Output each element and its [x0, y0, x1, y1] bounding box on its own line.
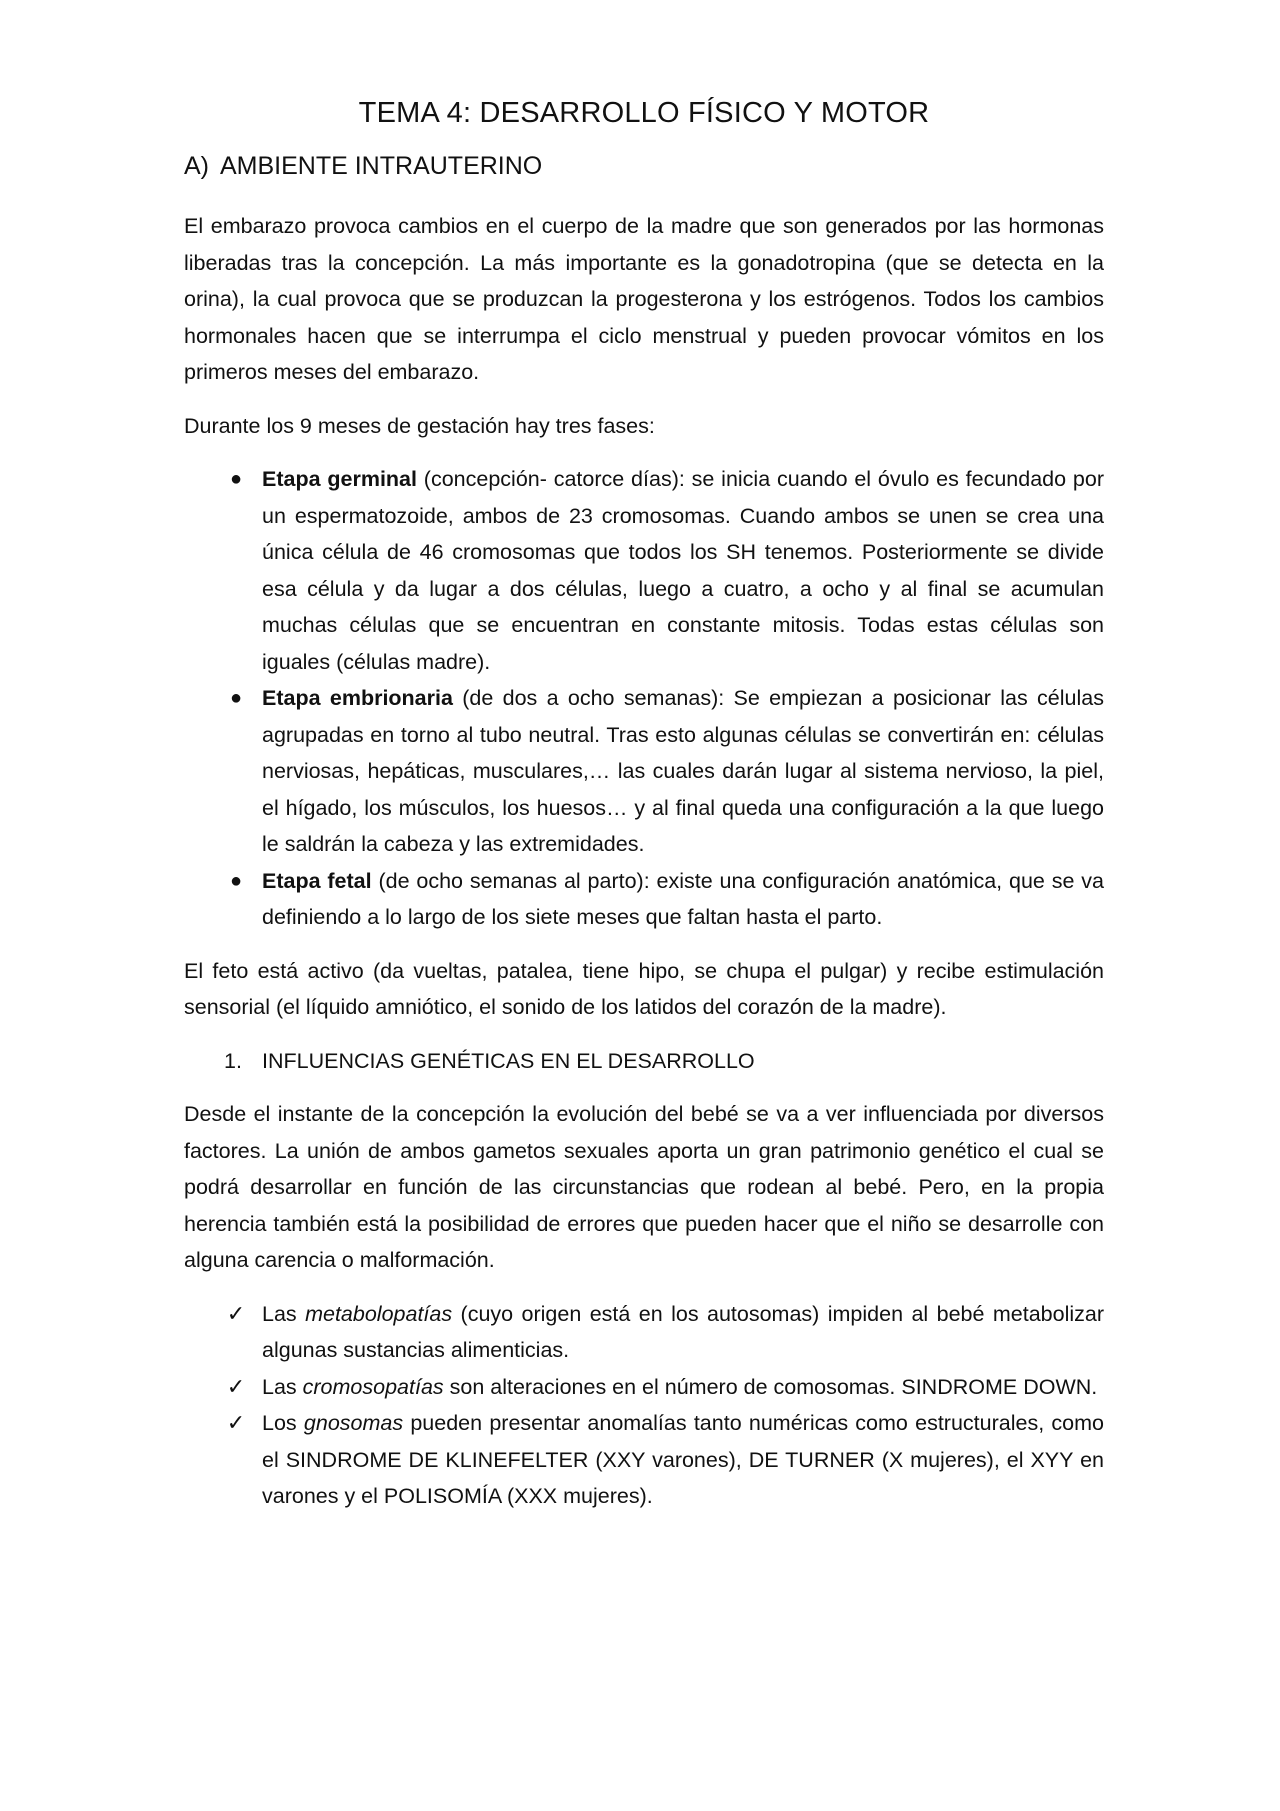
bullet-dot-icon: ●: [229, 687, 243, 709]
item-text: pueden presentar anomalías tanto numéricas como estructurales, como el SINDROME DE KLINEFELTER (XXY varones), DE TURNER (X mujeres), el XYY en varones y el POLISOMÍA (XXX mujeres).: [262, 1411, 1104, 1508]
checkmark-icon: ✓: [226, 1410, 246, 1435]
item-prefix: Las: [262, 1301, 306, 1326]
phase-text: (de dos a ocho semanas): Se empiezan a posicionar las células agrupadas en torno al tubo neutral. Tras esto algunas células se convertirán en: células nerviosas, hepáticas, musculares,… las cuales darán lugar al sistema nervioso, la piel, el hígado, los músculos, los huesos… y al final queda una configuración a la que luego le saldrán la cabeza y las extremidades.: [262, 686, 1104, 856]
list-item-phase-germinal: [184, 461, 1104, 680]
genetics-paragraph: Desde el instante de la concepción la evolución del bebé se va a ver influenciada por diversos factores. La unión de ambos gametos sexuales aporta un gran patrimonio genético el cual se podrá desarrollar en función de las circunstancias que rodean al bebé. Pero, en la propia herencia también está la posibilidad de errores que pueden hacer que el niño se desarrolle con alguna carencia o malformación.: [184, 1102, 1104, 1272]
list-item-gnosomas: [184, 1405, 1104, 1515]
anomalies-list: [184, 1296, 1104, 1515]
document-title: TEMA 4: DESARROLLO FÍSICO Y MOTOR: [358, 97, 930, 129]
phases-intro: Durante los 9 meses de gestación hay tres fases:: [184, 413, 655, 438]
intro-paragraph: El embarazo provoca cambios en el cuerpo de la madre que son generados por las hormonas liberadas tras la concepción. La más importante es la gonadotropina (que se detecta en la orina), la cual provoca que se produzcan la progesterona y los estrógenos. Todos los cambios hormonales hacen que se interrumpa el ciclo menstrual y pueden provocar vómitos en los primeros meses del embarazo.: [184, 214, 1104, 384]
phase-text: (concepción- catorce días): se inicia cuando el óvulo es fecundado por un espermatozoide, ambos de 23 cromosomas. Cuando ambos se unen se crea una única célula de 46 cromosomas que todos los SH tenemos. Posteriormente se divide esa célula y da lugar a dos células, luego a cuatro, a ocho y al final se acumulan muchas células que se encuentran en constante mitosis. Todas estas células son iguales (células madre).: [262, 467, 1104, 674]
section-heading-a: [184, 148, 1104, 184]
list-item-metabolopatias: [184, 1296, 1104, 1369]
bullet-dot-icon: ●: [229, 468, 243, 490]
list-item-cromosopatias: [184, 1369, 1104, 1406]
checkmark-icon: ✓: [226, 1373, 246, 1399]
fetus-paragraph: El feto está activo (da vueltas, patalea, tiene hipo, se chupa el pulgar) y recibe estimulación sensorial (el líquido amniótico, el sonido de los latidos del corazón de la madre).: [184, 958, 1104, 1019]
document-page: [184, 92, 1104, 1532]
subsection-number: 1.: [224, 1048, 242, 1073]
phase-term: Etapa embrionaria: [262, 686, 453, 710]
item-text: (cuyo origen está en los autosomas) impiden al bebé metabolizar algunas sustancias alimenticias.: [262, 1301, 1104, 1362]
phase-term: Etapa germinal: [262, 467, 417, 491]
section-label: AMBIENTE INTRAUTERINO: [220, 152, 543, 180]
section-letter: A): [184, 152, 209, 180]
item-term: gnosomas: [303, 1411, 404, 1435]
phases-list: [184, 461, 1104, 936]
item-text: son alteraciones en el número de comosomas. SINDROME DOWN.: [443, 1374, 1098, 1399]
subsection-label: INFLUENCIAS GENÉTICAS EN EL DESARROLLO: [262, 1048, 755, 1073]
phase-term: Etapa fetal: [262, 868, 372, 893]
subsection-heading-1: [184, 1043, 1104, 1080]
bullet-dot-icon: ●: [229, 869, 243, 892]
list-item-phase-embrionaria: [184, 680, 1104, 863]
item-prefix: Las: [262, 1374, 303, 1399]
item-prefix: Los: [262, 1411, 304, 1435]
item-term: cromosopatías: [302, 1374, 444, 1399]
phase-text: (de ocho semanas al parto): existe una configuración anatómica, que se va definiendo a lo largo de los siete meses que faltan hasta el parto.: [262, 868, 1104, 929]
list-item-phase-fetal: [184, 863, 1104, 936]
checkmark-icon: ✓: [226, 1300, 246, 1326]
item-term: metabolopatías: [305, 1301, 453, 1326]
